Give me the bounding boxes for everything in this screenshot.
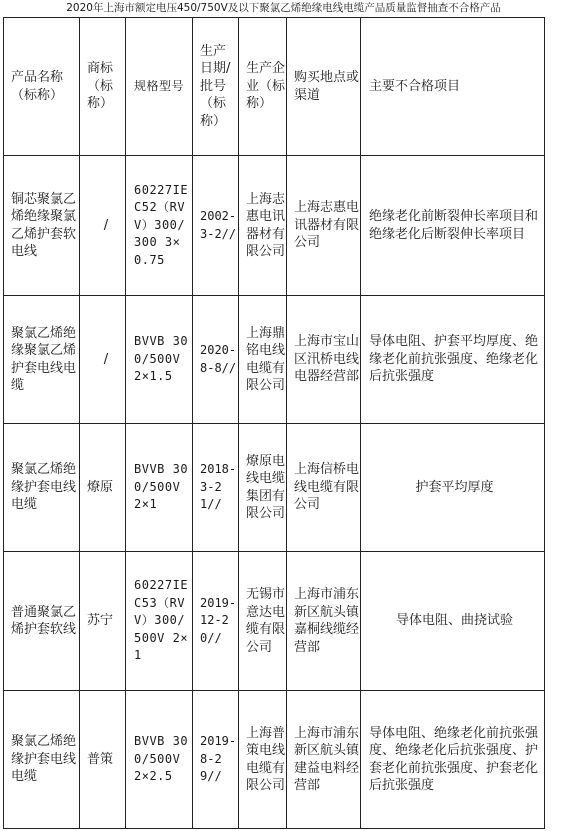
cell-date: 2019-8-29// (193, 691, 239, 829)
cell-brand: / (80, 296, 126, 424)
header-date: 生产日期/批号（标称） (193, 18, 239, 156)
cell-maker: 无锡市意达电缆有限公司 (239, 552, 287, 691)
table-row (4, 691, 545, 829)
cell-items: 导体电阻、护套平均厚度、绝缘老化前抗张强度、绝缘老化后抗张强度 (361, 296, 545, 424)
cell-brand: 苏宁 (80, 552, 126, 691)
table-header-row (4, 18, 545, 156)
header-product: 产品名称（标称） (4, 18, 80, 156)
cell-brand: / (80, 156, 126, 296)
cell-spec: 60227IEC53（RVV）300/500V 2×1 (126, 552, 193, 691)
table-row (4, 424, 545, 552)
table-row (4, 552, 545, 691)
cell-channel: 上海志惠电讯器材有限公司 (287, 156, 361, 296)
cell-date: 2018-3-21// (193, 424, 239, 552)
cell-product: 铜芯聚氯乙烯绝缘聚氯乙烯护套软电线 (4, 156, 80, 296)
table-row (4, 296, 545, 424)
cell-channel: 上海信桥电线电缆有限公司 (287, 424, 361, 552)
cell-spec: BVVB 300/500V 2×1 (126, 424, 193, 552)
cell-spec: BVVB 300/500V 2×2.5 (126, 691, 193, 829)
header-spec: 规格型号 (126, 18, 193, 156)
defect-table (3, 17, 545, 829)
cell-items: 导体电阻、曲挠试验 (361, 552, 545, 691)
cell-channel: 上海市宝山区汛桥电线电器经营部 (287, 296, 361, 424)
table-row (4, 156, 545, 296)
header-brand: 商标（标称） (80, 18, 126, 156)
cell-channel: 上海市浦东新区航头镇建益电料经营部 (287, 691, 361, 829)
cell-date: 2020-8-8// (193, 296, 239, 424)
cell-brand: 普策 (80, 691, 126, 829)
cell-maker: 上海鼎铭电线电缆有限公司 (239, 296, 287, 424)
page-title: 2020年上海市额定电压450/750V及以下聚氯乙烯绝缘电线电缆产品质量监督抽查不合格产品 (66, 2, 501, 14)
cell-maker: 燎原电线电缆集团有限公司 (239, 424, 287, 552)
cell-items: 护套平均厚度 (361, 424, 545, 552)
header-channel: 购买地点或渠道 (287, 18, 361, 156)
cell-product: 聚氯乙烯绝缘护套电线电缆 (4, 691, 80, 829)
header-maker: 生产企业（标称） (239, 18, 287, 156)
cell-date: 2002-3-2// (193, 156, 239, 296)
cell-maker: 上海志惠电讯器材有限公司 (239, 156, 287, 296)
cell-maker: 上海普策电线电缆有限公司 (239, 691, 287, 829)
cell-spec: BVVB 300/500V 2×1.5 (126, 296, 193, 424)
cell-items: 导体电阻、绝缘老化前抗张强度、绝缘老化后抗张强度、护套老化前抗张强度、护套老化后抗张强度 (361, 691, 545, 829)
cell-channel: 上海市浦东新区航头镇嘉桐线缆经营部 (287, 552, 361, 691)
cell-brand: 燎原 (80, 424, 126, 552)
cell-date: 2019-12-20// (193, 552, 239, 691)
cell-product: 聚氯乙烯绝缘聚氯乙烯护套电线电缆 (4, 296, 80, 424)
cell-product: 聚氯乙烯绝缘护套电线电缆 (4, 424, 80, 552)
header-items: 主要不合格项目 (361, 18, 545, 156)
cell-product: 普通聚氯乙烯护套软线 (4, 552, 80, 691)
cell-items: 绝缘老化前断裂伸长率项目和绝缘老化后断裂伸长率项目 (361, 156, 545, 296)
cell-spec: 60227IEC52（RVV）300/300 3×0.75 (126, 156, 193, 296)
